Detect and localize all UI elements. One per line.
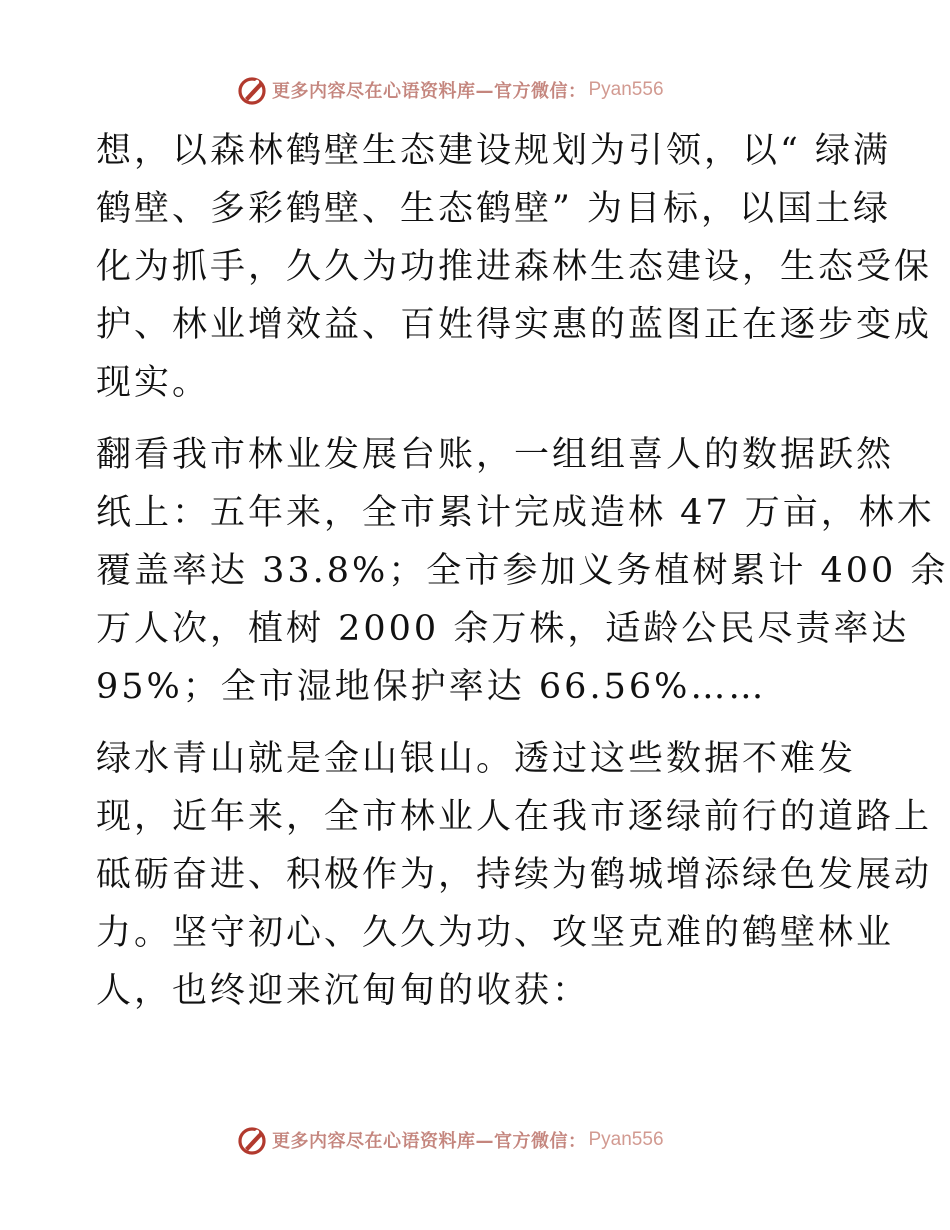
text-line: 化为抓手，久久为功推进森林生态建设，生态受保 [96,247,933,287]
pen-logo-icon [236,1124,268,1156]
header-watermark [236,72,664,108]
watermark-id: Pyan556 [588,79,664,100]
paragraph [96,426,949,716]
text-line: 翻看我市林业发展台账，一组组喜人的数据跃然 [96,435,895,475]
text-line: 万人次，植树 2000 余万株，适龄公民尽责率达 [96,609,910,649]
watermark-text: 更多内容尽在心语资料库—官方微信： [272,1131,587,1152]
text-line: 覆盖率达 33.8%；全市参加义务植树累计 400 余 [96,551,949,591]
text-line: 人，也终迎来沉甸甸的收获： [96,971,591,1011]
watermark-text: 更多内容尽在心语资料库—官方微信： [272,81,587,102]
paragraph [96,730,933,1020]
text-line: 绿水青山就是金山银山。透过这些数据不难发 [96,739,857,779]
pen-logo-icon [236,74,268,106]
watermark-id: Pyan556 [588,1129,664,1150]
text-line: 95%；全市湿地保护率达 66.56%…… [96,667,767,707]
text-line: 纸上：五年来，全市累计完成造林 47 万亩，林木 [96,493,935,533]
text-line: 力。坚守初心、久久为功、攻坚克难的鹤壁林业 [96,913,895,953]
document-body [96,122,949,1034]
text-line: 现实。 [96,363,211,403]
paragraph [96,122,933,412]
text-line: 护、林业增效益、百姓得实惠的蓝图正在逐步变成 [96,305,933,345]
text-line: 想，以森林鹤壁生态建设规划为引领，以“ 绿满 [96,131,892,171]
text-line: 鹤壁、多彩鹤壁、生态鹤壁” 为目标，以国土绿 [96,189,892,229]
text-line: 砥砺奋进、积极作为，持续为鹤城增添绿色发展动 [96,855,933,895]
footer-watermark [236,1122,664,1158]
text-line: 现，近年来，全市林业人在我市逐绿前行的道路上 [96,797,933,837]
